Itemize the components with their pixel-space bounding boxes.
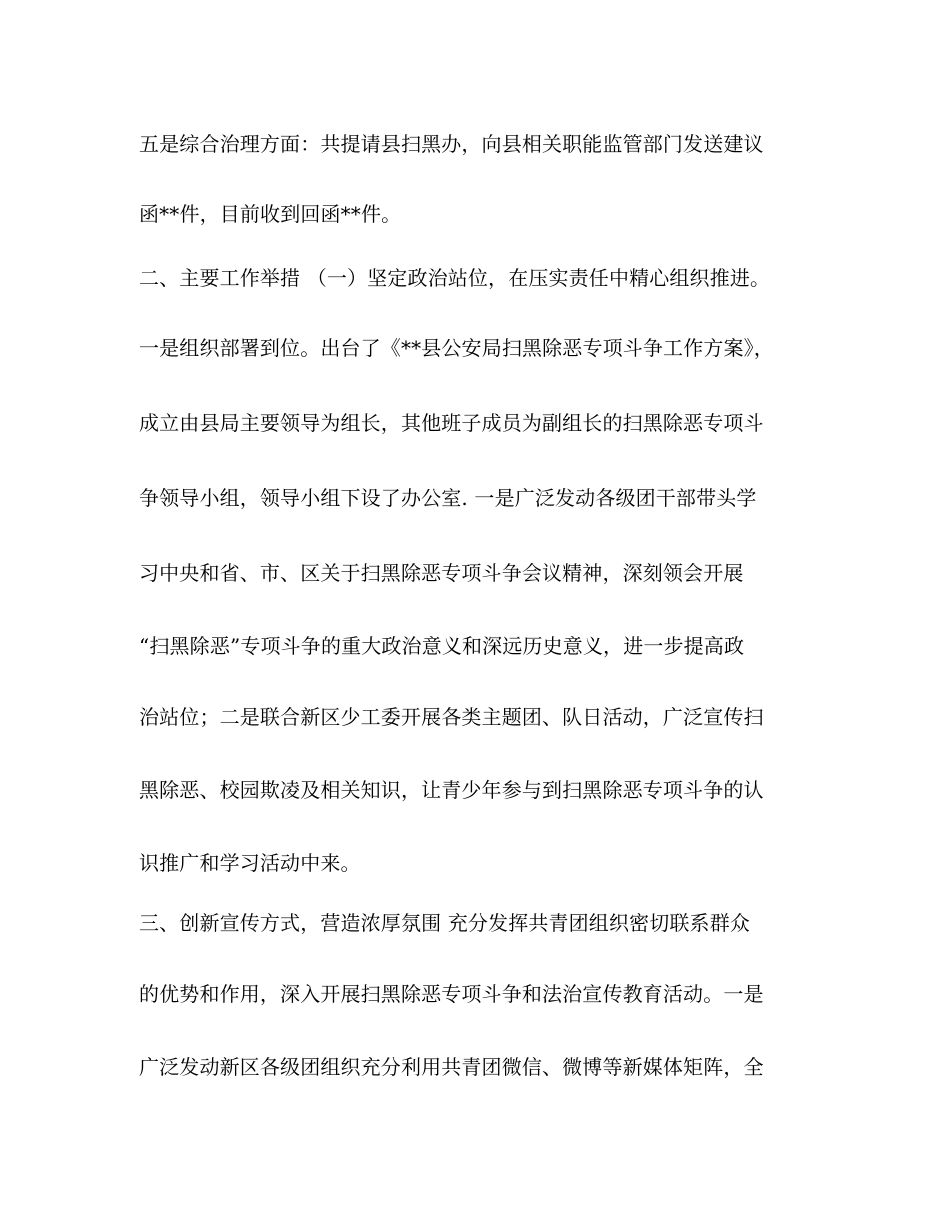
text-line: 习中央和省、市、区关于扫黑除恶专项斗争会议精神，深刻领会开展	[139, 561, 744, 585]
text-line: “扫黑除恶”专项斗争的重大政治意义和深远历史意义，进一步提高政	[139, 634, 745, 658]
text-line: 广泛发动新区各级团组织充分利用共青团微信、微博等新媒体矩阵，全	[139, 1055, 764, 1079]
text-line: 二、主要工作举措 （一）坚定政治站位，在压实责任中精心组织推进。	[139, 266, 771, 290]
text-line: 三、创新宣传方式，营造浓厚氛围 充分发挥共青团组织密切联系群众	[139, 911, 751, 935]
text-line: 一是组织部署到位。出台了《**县公安局扫黑除恶专项斗争工作方案》，	[139, 336, 774, 360]
text-line: 争领导小组，领导小组下设了办公室. 一是广泛发动各级团干部带头学	[139, 486, 757, 510]
text-line: 成立由县局主要领导为组长，其他班子成员为副组长的扫黑除恶专项斗	[139, 411, 764, 435]
text-line: 的优势和作用，深入开展扫黑除恶专项斗争和法治宣传教育活动。一是	[139, 982, 764, 1006]
text-line: 黑除恶、校园欺凌及相关知识，让青少年参与到扫黑除恶专项斗争的认	[139, 778, 764, 802]
text-line: 五是综合治理方面：共提请县扫黑办，向县相关职能监管部门发送建议	[139, 132, 764, 156]
text-line: 治站位；二是联合新区少工委开展各类主题团、队日活动，广泛宣传扫	[139, 705, 764, 729]
text-line: 函**件，目前收到回函**件。	[139, 202, 402, 226]
text-line: 识推广和学习活动中来。	[139, 851, 361, 875]
